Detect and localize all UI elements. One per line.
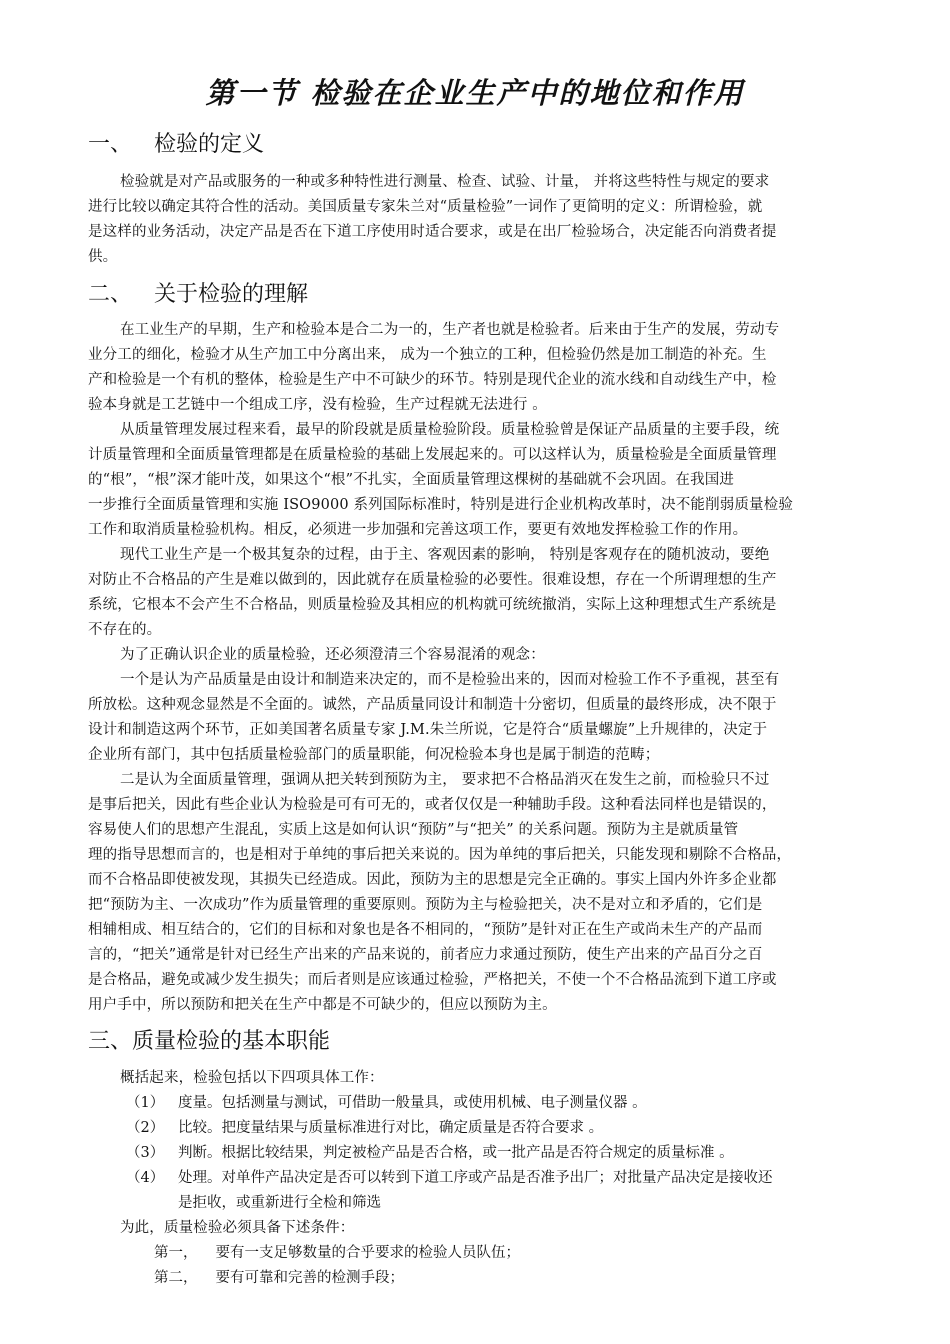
paragraph-line: 业分工的细化，检验才从生产加工中分离出来， 成为一个独立的工种，但检验仍然是加工制造的补充。生 xyxy=(88,347,767,363)
section-title: 检验的定义 xyxy=(154,132,265,157)
page-title: 第一节 检验在企业生产中的地位和作用 xyxy=(205,76,745,110)
list-number: （1） xyxy=(126,1095,165,1111)
paragraph-line: 用户手中，所以预防和把关在生产中都是不可缺少的，但应以预防为主。 xyxy=(88,997,557,1013)
paragraph-line: 的“根”，“根”深才能叶茂，如果这个“根”不扎实，全面质量管理这棵树的基础就不会巩固。在我国进 xyxy=(88,472,735,488)
condition-label: 第一， xyxy=(154,1245,198,1261)
paragraph-line: 计质量管理和全面质量管理都是在质量检验的基础上发展起来的。可以这样认为，质量检验是全面质量管理 xyxy=(88,447,777,463)
condition-text: 要有可靠和完善的检测手段； xyxy=(215,1270,404,1286)
list-number: （2） xyxy=(126,1120,165,1136)
paragraph-line: 供。 xyxy=(88,249,118,265)
paragraph-line: 所放松。这种观念显然是不全面的。诚然，产品质量同设计和制造十分密切，但质量的最终形成，决不限于 xyxy=(88,697,777,713)
section-title: 关于检验的理解 xyxy=(154,282,309,307)
paragraph-line: 现代工业生产是一个极其复杂的过程，由于主、客观因素的影响， 特别是客观存在的随机波动，要绝 xyxy=(120,547,770,563)
section-number: 二、 xyxy=(88,282,133,307)
paragraph-line: 产和检验是一个有机的整体，检验是生产中不可缺少的环节。特别是现代企业的流水线和自动线生产中，检 xyxy=(88,372,777,388)
section-heading-3 xyxy=(88,1028,330,1056)
paragraph-line: 理的指导思想而言的，也是相对于单纯的事后把关来说的。因为单纯的事后把关，只能发现和剔除不合格品， xyxy=(88,847,792,863)
paragraph-line: 在工业生产的早期，生产和检验本是合二为一的，生产者也就是检验者。后来由于生产的发展，劳动专 xyxy=(120,322,780,338)
paragraph-line: 检验就是对产品或服务的一种或多种特性进行测量、检查、试验、计量， 并将这些特性与规定的要求 xyxy=(120,174,770,190)
section-title: 质量检验的基本职能 xyxy=(132,1029,331,1054)
paragraph-line: 是合格品，避免或减少发生损失；而后者则是应该通过检验，严格把关，不使一个不合格品流到下道工序或 xyxy=(88,972,777,988)
paragraph-line: 不存在的。 xyxy=(88,622,162,638)
paragraph-line: 验本身就是工艺链中一个组成工序，没有检验，生产过程就无法进行 。 xyxy=(88,397,547,413)
paragraph-line: 是事后把关，因此有些企业认为检验是可有可无的，或者仅仅是一种辅助手段。这种看法同样也是错误的， xyxy=(88,797,777,813)
section-heading-1 xyxy=(88,131,264,159)
paragraph-line: 一步推行全面质量管理和实施 ISO9000 系列国际标准时，特别是进行企业机构改革时，决不能削弱质量检验 xyxy=(88,497,793,513)
paragraph-line: 二是认为全面质量管理，强调从把关转到预防为主， 要求把不合格品消灭在发生之前，而检验只不过 xyxy=(120,772,770,788)
paragraph-line: 容易使人们的思想产生混乱，实质上这是如何认识“预防”与“把关” 的关系问题。预防为主是就质量管 xyxy=(88,822,739,838)
condition-item xyxy=(154,1243,520,1263)
condition-label: 第二， xyxy=(154,1270,198,1286)
list-item: 处理。对单件产品决定是否可以转到下道工序或产品是否准予出厂；对批量产品决定是接收还 xyxy=(178,1170,773,1186)
paragraph-line: 工作和取消质量检验机构。相反，必须进一步加强和完善这项工作，要更有效地发挥检验工作的作用。 xyxy=(88,522,748,538)
list-number: （3） xyxy=(126,1145,165,1161)
paragraph-line: 企业所有部门，其中包括质量检验部门的质量职能，何况检验本身也是属于制造的范畴； xyxy=(88,747,660,763)
section-number: 一、 xyxy=(88,132,133,157)
paragraph-line: 设计和制造这两个环节，正如美国著名质量专家 J.M.朱兰所说，它是符合“质量螺旋”上升规律的，决定于 xyxy=(88,722,768,738)
list-number: （4） xyxy=(126,1170,165,1186)
paragraph-line: 而不合格品即使被发现，其损失已经造成。因此，预防为主的思想是完全正确的。事实上国内外许多企业都 xyxy=(88,872,777,888)
paragraph-line: 把“预防为主、一次成功”作为质量管理的重要原则。预防为主与检验把关，决不是对立和矛盾的，它们是 xyxy=(88,897,763,913)
paragraph-line: 言的，“把关”通常是针对已经生产出来的产品来说的，前者应力求通过预防，使生产出来的产品百分之百 xyxy=(88,947,763,963)
paragraph-line: 一个是认为产品质量是由设计和制造来决定的，而不是检验出来的，因而对检验工作不予重视，甚至有 xyxy=(120,672,780,688)
paragraph-line: 进行比较以确定其符合性的活动。美国质量专家朱兰对“质量检验”一词作了更简明的定义：所谓检验，就 xyxy=(88,199,763,215)
paragraph-line: 相辅相成、相互结合的，它们的目标和对象也是各不相同的，“预防”是针对正在生产或尚未生产的产品而 xyxy=(88,922,763,938)
list-item: 判断。根据比较结果，判定被检产品是否合格，或一批产品是否符合规定的质量标准 。 xyxy=(178,1145,734,1161)
list-item-continuation: 是拒收，或重新进行全检和筛选 xyxy=(178,1195,381,1211)
paragraph-line: 从质量管理发展过程来看，最早的阶段就是质量检验阶段。质量检验曾是保证产品质量的主要手段，统 xyxy=(120,422,780,438)
section-heading-2 xyxy=(88,281,308,309)
condition-item xyxy=(154,1268,404,1288)
conditions-intro: 为此，质量检验必须具备下述条件： xyxy=(120,1220,355,1236)
paragraph-line: 系统，它根本不会产生不合格品，则质量检验及其相应的机构就可统统撤消，实际上这种理想式生产系统是 xyxy=(88,597,777,613)
condition-text: 要有一支足够数量的合乎要求的检验人员队伍； xyxy=(215,1245,520,1261)
section-intro: 概括起来，检验包括以下四项具体工作： xyxy=(120,1070,384,1086)
list-item: 比较。把度量结果与质量标准进行对比，确定质量是否符合要求 。 xyxy=(178,1120,604,1136)
paragraph-line: 对防止不合格品的产生是难以做到的，因此就存在质量检验的必要性。很难设想，存在一个所谓理想的生产 xyxy=(88,572,777,588)
list-item: 度量。包括测量与测试，可借助一般量具，或使用机械、电子测量仪器 。 xyxy=(178,1095,647,1111)
section-number: 三、 xyxy=(88,1029,133,1054)
paragraph-line: 为了正确认识企业的质量检验，还必须澄清三个容易混淆的观念： xyxy=(120,647,545,663)
paragraph-line: 是这样的业务活动，决定产品是否在下道工序使用时适合要求，或是在出厂检验场合，决定能否向消费者提 xyxy=(88,224,777,240)
